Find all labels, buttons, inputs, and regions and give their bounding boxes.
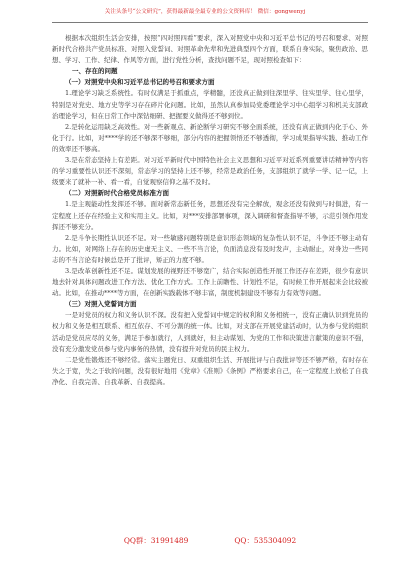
qq-number: QQ：535304092 xyxy=(234,536,297,545)
paragraph: 2.是斗争长期性认识还不足。对一些敏感问题特别是意识形态领域的复杂性认识不足，斗争还不够主动有力。比如，对网络上存在的历史虚无主义、一些不当言论，负面消息没有及时发声，主动耐止，对身边一些同志的不当言论有时候总是开了批评，矫正的力度不够。 xyxy=(52,233,368,264)
paragraph: 2.是转化运用缺乏高效性。对一些新观点、新论断学习研究不够全面系统，还没有真正做到内化于心、外化于行。比如，对****学的还不够深不够细，部分内容的把握领悟还不够透彻，学习成果指导实践、推动工作的效率还不够高。 xyxy=(52,122,368,153)
document-body xyxy=(52,33,368,388)
paragraph: 二是党性锻炼还不够经常。落实主题党日、双重组织生活、开展批评与自我批评等还不够严格，有时存在失之于宽，失之于软的问题，没有很好地用《党章》《准则》《条例》严格要求自己，在一定程度上放松了自我净化、自我完善、自我革新、自我提高。 xyxy=(52,355,368,386)
header-banner: 关注头条号“公文研究”，获得最新最全最专业的公文资料库！ 微信：gongwenyj xyxy=(104,9,306,15)
section-heading-problems: 一、存在的问题 xyxy=(72,67,118,76)
subheading-party-oath: （三）对照入党誓词方面 xyxy=(65,300,137,309)
paragraph: 3.是在常态坚持上有差距。对习近平新时代中国特色社会主义思想和习近平对近系列重要讲话精神等内容的学习重要性认识还不深刻，常态学习的坚持上还不够，经常是政治任务，支部组织了就学一学、记一记，上级要来了就补一补、看一看，自觉观察信仰之基不及时。 xyxy=(52,156,368,187)
footer-contact xyxy=(52,536,368,546)
header-divider xyxy=(52,22,368,23)
qq-group-number: QQ群：31991489 xyxy=(123,536,189,545)
paragraph: 1.理论学习缺乏系统性。有时仅满足于抓重点，学精髓，还没真正做到往深里学、往实里学、往心里学，特别是对党史、地方史等学习存在碎片化问题。比如，虽然认真参加局党委理论学习中心组学习和机关支部政治理论学习，但在日常工作中深钻细研、把握要义做得还不够到位。 xyxy=(52,89,368,120)
subheading-party-member-standard: （二）对照新时代合格党员标准方面 xyxy=(65,189,169,198)
intro-paragraph: 根据本次组织生活会安排，按照“四对照四看”要求，深入对照党中央和习近平总书记的号召和要求、对照新时代合格共产党员标准、对照入党誓词、对照革命先辈和先进典型四个方面，联系自身实际，聚焦政治、思想、学习、工作、纪律、作风等方面，进行党性分析，查找问题不足，现对照检查如下： xyxy=(52,34,368,65)
paragraph: 一是对党员的权力和义务认识不深。没有把入党誓词中规定的权利和义务相统一，没有正确认识到党员的权力和义务是相互联系、相互依存、不可分割的统一体。比如，对支部在开展党建活动时，认为参与党的组织活动是党员应尽的义务，满足于参加就行，人到就好，但主动谋划、为党的工作和决策进言献策的意识不强，没有充分激发党员参与党内事务的热情，没有提升对党员的民主权力。 xyxy=(52,311,368,353)
paragraph: 3.是改革创新性还不足。谋划发展的视野还不够宽广，结合实际创造性开展工作还存在差距，很少有意识地去针对具体问题改进工作方法、优化工作方式。工作上前瞻性、计划性不足，有时候工作开展起来会比较被动。比如，在推动****等方面，在创新实践载体不够丰富，制度机制建设不够有力有效等问题。 xyxy=(52,266,368,298)
paragraph: 1.是主观能动性发挥还不够。面对新常态新任务，思想还没有完全解放，观念还没有做到与时俱进，有一定程度上还存在经验主义和实用主义。比如，对***安排部署事项，深入调研和督查指导不够，示范引领作用发挥还不够充分。 xyxy=(52,200,368,231)
subheading-central-requirements: （一）对照党中央和习近平总书记的号召和要求方面 xyxy=(65,78,215,87)
